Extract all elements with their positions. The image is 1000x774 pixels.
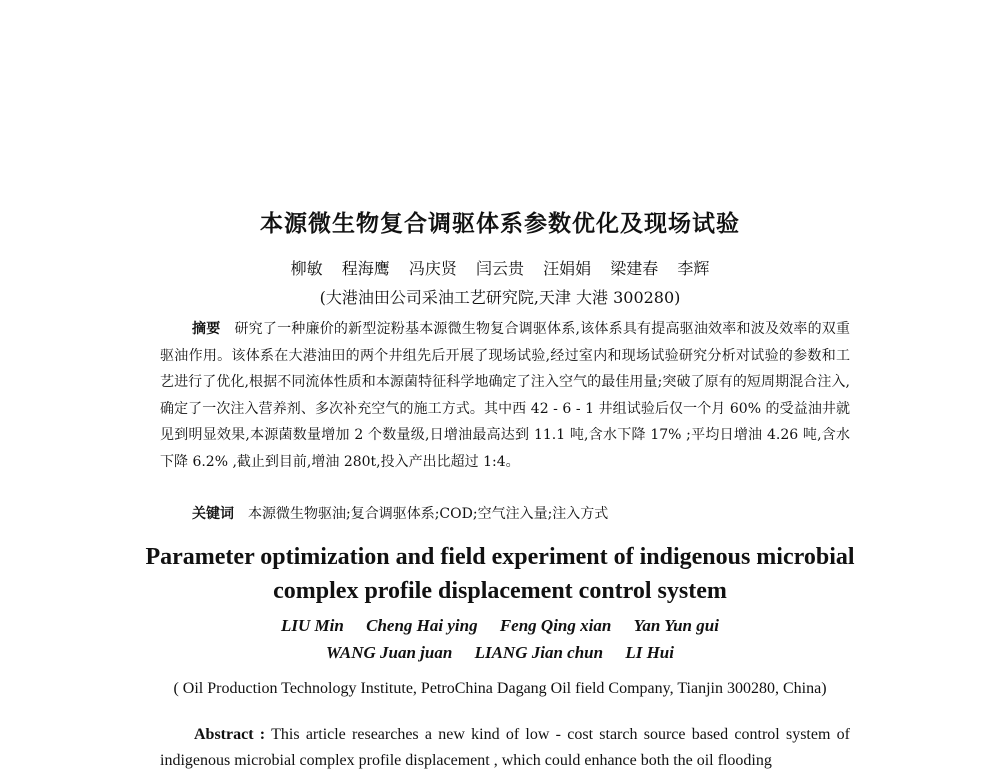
chinese-author-list [0,256,1000,279]
chinese-keywords [192,503,852,523]
chinese-author: 柳敏 [290,259,323,278]
chinese-abstract [160,316,850,475]
english-abstract [160,722,850,774]
english-authors-line-2 [0,639,1000,666]
chinese-author: 梁建春 [610,259,659,278]
chinese-author: 汪娟娟 [543,259,592,278]
english-author: LI Hui [625,643,674,662]
chinese-author: 冯庆贤 [408,259,457,278]
chinese-abstract-text: 研究了一种廉价的新型淀粉基本源微生物复合调驱体系,该体系具有提高驱油效率和波及效率的双重驱油作用。该体系在大港油田的两个井组先后开展了现场试验,经过室内和现场试验研究分析对试验的参数和工艺进行了优化,根据不同流体性质和本源菌特征科学地确定了注入空气的最佳用量;突破了原有的短周期混合注入,确定了一次注入营养剂、多次补充空气的施工方式。其中西 42 - 6 - 1 井组试验后仅一个月 60% 的受益油井就见到明显效果,本源菌数量增加 2 个数量级,日增油最高达到 11.1 吨,含水下降 17% ;平均日增油 4.26 吨,含水下降 6.2% ,截止到目前,增油 280t,投入产出比超过 1:4。 [160,321,851,470]
chinese-keywords-label: 关键词 [192,506,234,522]
english-author: LIANG Jian chun [474,643,604,662]
english-author: Feng Qing xian [499,616,612,635]
chinese-title: 本源微生物复合调驱体系参数优化及现场试验 [260,211,740,237]
chinese-author: 闫云贵 [475,259,524,278]
chinese-author: 李辉 [677,259,710,278]
chinese-affiliation: (大港油田公司采油工艺研究院,天津 大港 300280) [319,288,681,307]
english-affiliation: ( Oil Production Technology Institute, PetroChina Dagang Oil field Company, Tianjin 300280, China) [173,680,827,697]
english-author: Yan Yun gui [633,616,719,635]
english-abstract-label: Abstract : [194,726,266,743]
english-abstract-text: This article researches a new kind of low - cost starch source based control system of indigenous microbial complex profile displacement , which could enhance both the oil flooding [160,726,850,769]
chinese-keywords-text: 本源微生物驱油;复合调驱体系;COD;空气注入量;注入方式 [248,506,609,522]
english-author: LIU Min [281,616,344,635]
english-authors-line-1 [0,612,1000,639]
chinese-author: 程海鹰 [341,259,390,278]
english-author: Cheng Hai ying [366,616,478,635]
english-title: Parameter optimization and field experiment of indigenous microbial complex profile displacement control system [145,544,855,604]
english-author-list [0,612,1000,666]
chinese-abstract-label: 摘要 [192,321,221,337]
english-author: WANG Juan juan [326,643,453,662]
